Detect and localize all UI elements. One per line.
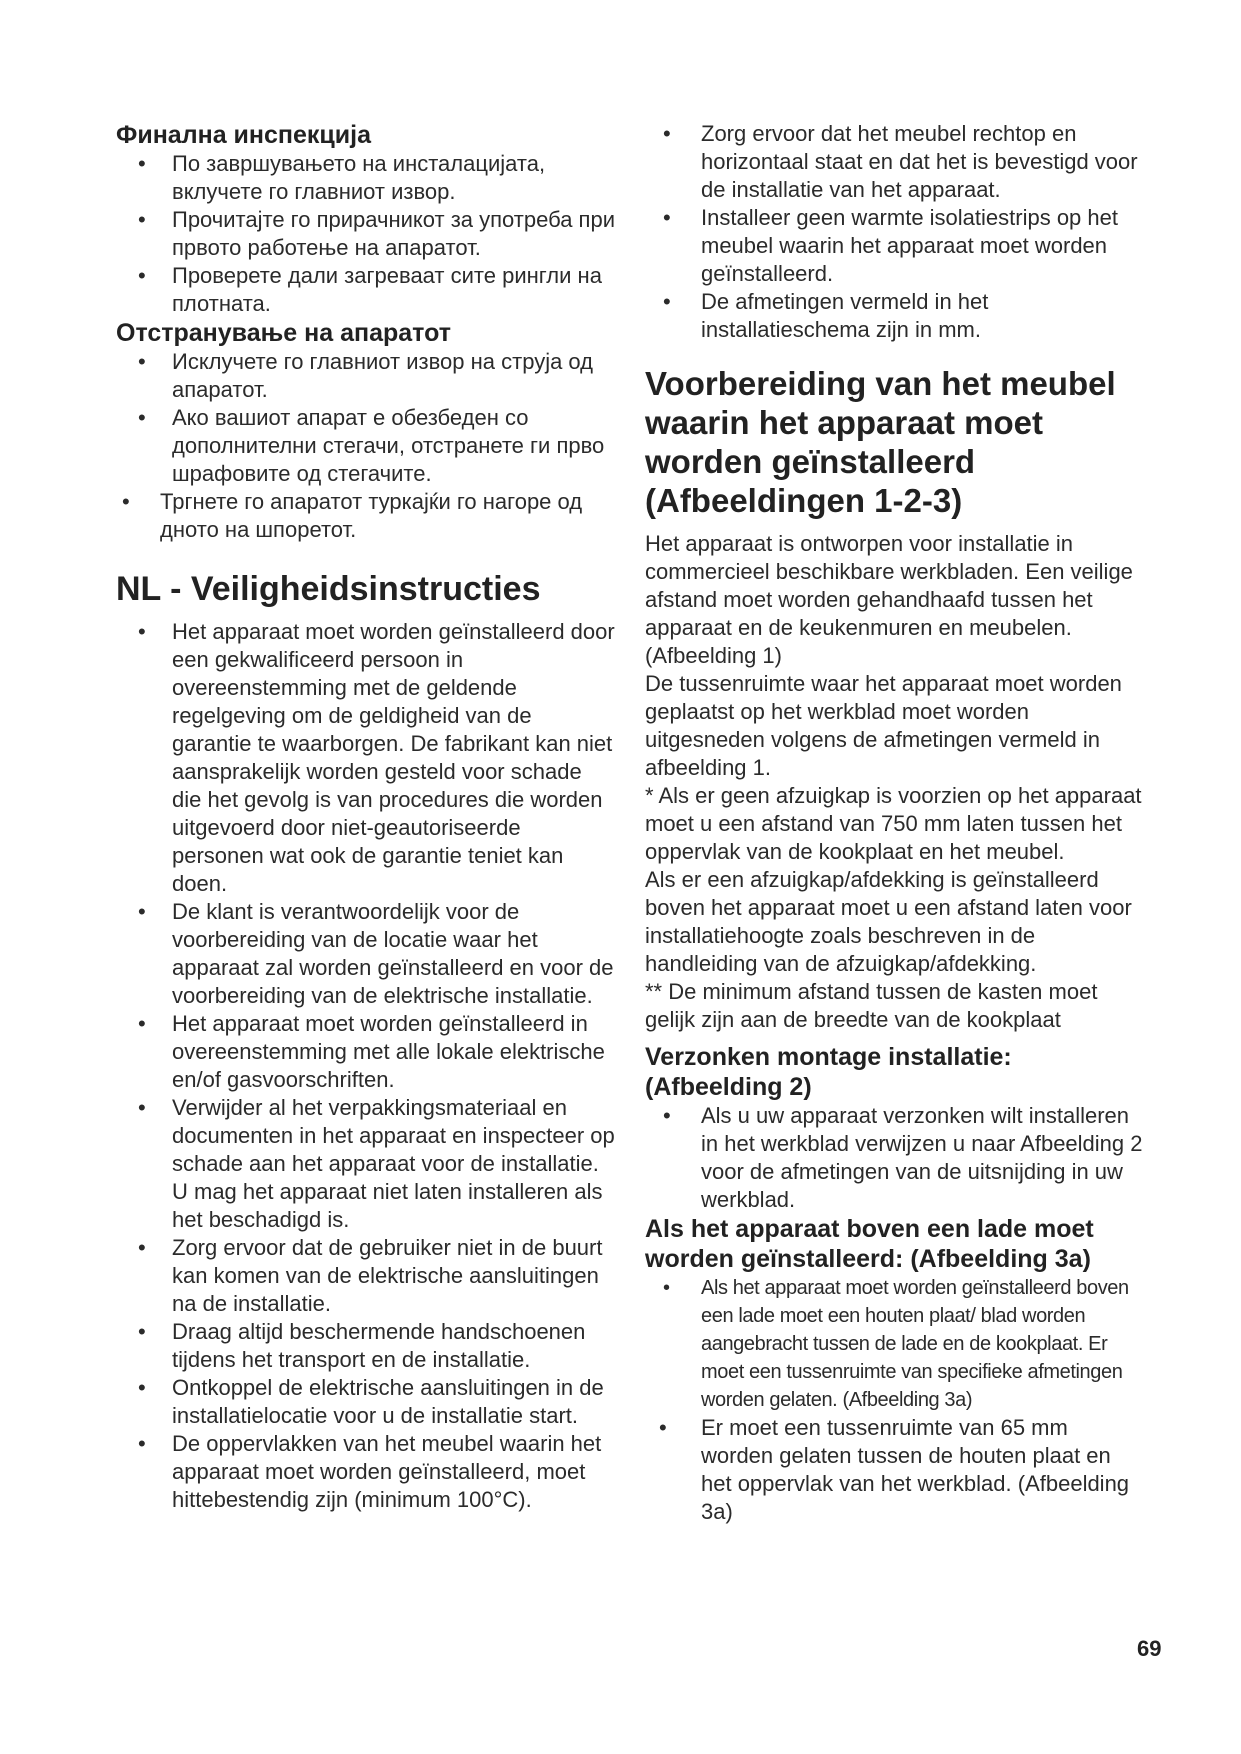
right-column bbox=[645, 120, 1145, 1526]
list-item: • Прочитајте го прирачникот за употреба при првото работење на апаратот. bbox=[116, 206, 616, 262]
list-item: • Als u uw apparaat verzonken wilt installeren in het werkblad verwijzen u naar Afbeelding 2 voor de afmetingen van de uitsnijding in uw werkblad. bbox=[645, 1102, 1145, 1214]
heading-final-inspection: Финална инспекција bbox=[116, 121, 372, 149]
list-item: • De klant is verantwoordelijk voor de voorbereiding van de locatie waar het apparaat zal worden geïnstalleerd en voor de voorbereiding van de elektrische installatie. bbox=[116, 898, 616, 1010]
paragraph: De tussenruimte waar het apparaat moet worden geplaatst op het werkblad moet worden uitgesneden volgens de afmetingen vermeld in afbeelding 1. bbox=[645, 671, 1122, 780]
final-inspection-list bbox=[116, 150, 616, 318]
list-item: • Ако вашиот апарат е обезбеден со дополнителни стегачи, отстранете ги прво шрафовите од стегачите. bbox=[116, 404, 616, 488]
paragraph: ** De minimum afstand tussen de kasten moet gelijk zijn aan de breedte van de kookplaat bbox=[645, 979, 1098, 1032]
list-item: • De oppervlakken van het meubel waarin het apparaat moet worden geïnstalleerd, moet hittebestendig zijn (minimum 100°C). bbox=[116, 1430, 616, 1514]
sunken-list bbox=[645, 1102, 1145, 1214]
list-item: • Het apparaat moet worden geïnstalleerd in overeenstemming met alle lokale elektrische en/of gasvoorschriften. bbox=[116, 1010, 616, 1094]
list-item: • Verwijder al het verpakkingsmateriaal en documenten in het apparaat en inspecteer op schade aan het apparaat voor de installatie. U mag het apparaat niet laten installeren als het beschadigd is. bbox=[116, 1094, 616, 1234]
list-item: • Er moet een tussenruimte van 65 mm worden gelaten tussen de houten plaat en het oppervlak van het werkblad. (Afbeelding 3a) bbox=[645, 1414, 1145, 1526]
list-item: • Тргнете го апаратот туркајќи го нагоре од дното на шпоретот. bbox=[116, 488, 616, 544]
list-item: • Zorg ervoor dat de gebruiker niet in de buurt kan komen van de elektrische aansluitingen na de installatie. bbox=[116, 1234, 616, 1318]
top-list bbox=[645, 120, 1145, 344]
list-item: • Ontkoppel de elektrische aansluitingen in de installatielocatie voor u de installatie start. bbox=[116, 1374, 616, 1430]
list-item: • По завршувањето на инсталацијата, вклучете го главниот извор. bbox=[116, 150, 616, 206]
left-column bbox=[116, 120, 616, 1514]
list-item: • Исклучете го главниот извор на струја од апаратот. bbox=[116, 348, 616, 404]
heading-nl-safety: NL - Veiligheidsinstructies bbox=[116, 570, 541, 608]
heading-removal: Отстранување на апаратот bbox=[116, 319, 451, 347]
list-item: • De afmetingen vermeld in het installatieschema zijn in mm. bbox=[645, 288, 1145, 344]
paragraph: Als er een afzuigkap/afdekking is geïnstalleerd boven het apparaat moet u een afstand laten voor installatiehoogte zoals beschreven in de handleiding van de afzuigkap/afdekking. bbox=[645, 867, 1132, 976]
page-number: 69 bbox=[1137, 1636, 1162, 1661]
heading-preparation: Voorbereiding van het meubel waarin het apparaat moet worden geïnstalleerd (Afbeeldingen 1-2-3) bbox=[645, 365, 1116, 519]
heading-drawer-installation: Als het apparaat boven een lade moet worden geïnstalleerd: (Afbeelding 3a) bbox=[645, 1215, 1094, 1273]
list-item: • Als het apparaat moet worden geïnstalleerd boven een lade moet een houten plaat/ blad worden aangebracht tussen de lade en de kookplaat. Er moet een tussenruimte van specifieke afmetingen worden gelaten. (Afbeelding 3a) bbox=[645, 1274, 1145, 1414]
drawer-list bbox=[645, 1274, 1145, 1526]
list-item: • Het apparaat moet worden geïnstalleerd door een gekwalificeerd persoon in overeenstemming met de geldende regelgeving om de geldigheid van de garantie te waarborgen. De fabrikant kan niet aansprakelijk worden gesteld voor schade die het gevolg is van procedures die worden uitgevoerd door niet-geautoriseerde personen wat ook de garantie teniet kan doen. bbox=[116, 618, 616, 898]
nl-safety-list bbox=[116, 618, 616, 1514]
heading-sunken-installation: Verzonken montage installatie: (Afbeelding 2) bbox=[645, 1043, 1012, 1101]
list-item: • Installeer geen warmte isolatiestrips op het meubel waarin het apparaat moet worden geïnstalleerd. bbox=[645, 204, 1145, 288]
removal-list bbox=[116, 348, 616, 544]
paragraph: * Als er geen afzuigkap is voorzien op het apparaat moet u een afstand van 750 mm laten tussen het oppervlak van de kookplaat en het meubel. bbox=[645, 783, 1142, 864]
list-item: • Проверете дали загреваат сите рингли на плотната. bbox=[116, 262, 616, 318]
paragraph: Het apparaat is ontworpen voor installatie in commercieel beschikbare werkbladen. Een veilige afstand moet worden gehandhaafd tussen het apparaat en de keukenmuren en meubelen. (Afbeelding 1) bbox=[645, 531, 1133, 668]
list-item: • Draag altijd beschermende handschoenen tijdens het transport en de installatie. bbox=[116, 1318, 616, 1374]
list-item: • Zorg ervoor dat het meubel rechtop en horizontaal staat en dat het is bevestigd voor de installatie van het apparaat. bbox=[645, 120, 1145, 204]
